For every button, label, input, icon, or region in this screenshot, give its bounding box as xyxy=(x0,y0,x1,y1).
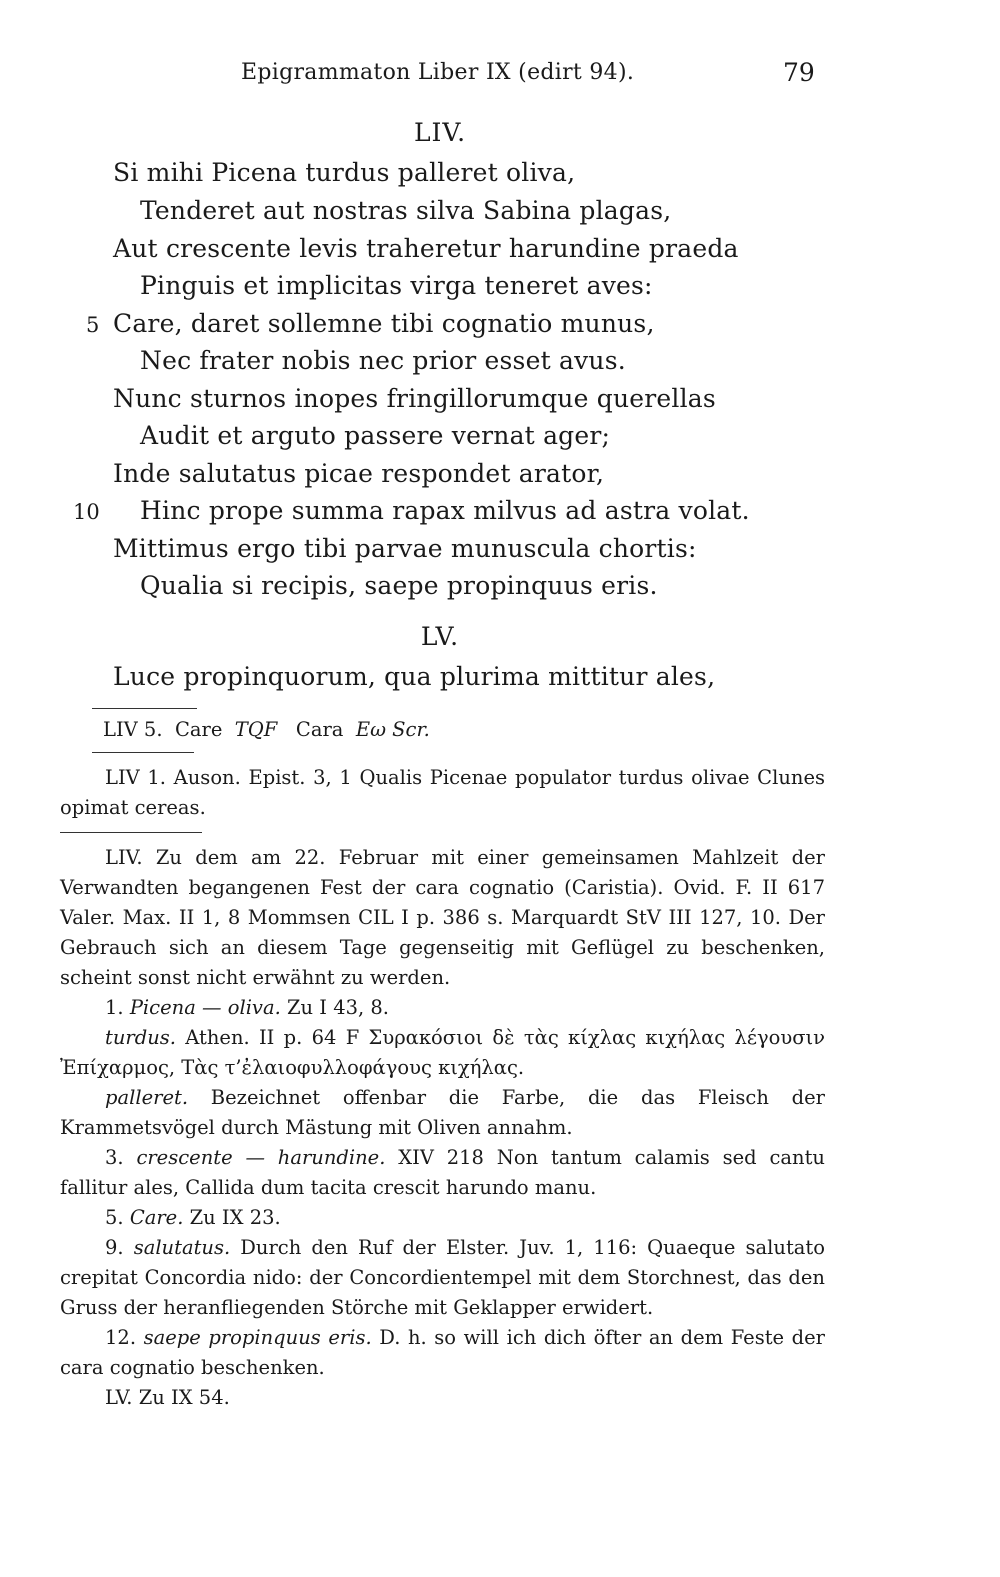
verse-line: Nunc sturnos inopes fringillorumque querellas xyxy=(113,384,716,413)
commentary-note: 3. crescente — harundine. XIV 218 Non tantum calamis sed cantu fallitur ales, Callida dum tacita crescit harundo manu. xyxy=(60,1146,825,1199)
line-number: 10 xyxy=(73,500,100,524)
commentary-intro: LIV. Zu dem am 22. Februar mit einer gemeinsamen Mahlzeit der Verwandten begangenen Fest der cara cognatio (Caristia). Ovid. F. II 617 Valer. Max. II 1, 8 Mommsen CIL I p. 386 s. Marquardt StV III 127, 10. Der Gebrauch sich an diesem Tage gegenseitig mit Geflügel zu beschenken, scheint sonst nicht erwähnt zu werden. xyxy=(60,846,825,989)
testimonia-text: LIV 1. Auson. Epist. 3, 1 Qualis Picenae populator turdus olivae Clunes opimat cereas. xyxy=(60,766,825,819)
verse-line: Nec frater nobis nec prior esset avus. xyxy=(140,346,626,375)
commentary xyxy=(60,843,825,1413)
divider-rule xyxy=(92,708,197,709)
apparatus-variant: Cara xyxy=(295,718,344,741)
line-number: 5 xyxy=(86,313,100,337)
apparatus-sigla: Eω Scr. xyxy=(355,718,430,741)
verse-line: Tenderet aut nostras silva Sabina plagas, xyxy=(140,196,672,225)
poem-lv-heading: LV. xyxy=(420,622,460,651)
verse-line: Si mihi Picena turdus palleret oliva, xyxy=(113,158,576,187)
verse-line: Aut crescente levis traheretur harundine praeda xyxy=(113,234,739,263)
divider-rule xyxy=(92,752,194,753)
commentary-note: 5. Care. Zu IX 23. xyxy=(105,1206,281,1229)
verse-line: Luce propinquorum, qua plurima mittitur ales, xyxy=(113,662,716,691)
verse-line: Pinguis et implicitas virga teneret aves: xyxy=(140,271,653,300)
apparatus-ref: LIV 5. xyxy=(103,718,163,741)
apparatus-sigla: TQF xyxy=(234,718,278,741)
commentary-note: 12. saepe propinquus eris. D. h. so will ich dich öfter an dem Feste der cara cognatio beschenken. xyxy=(60,1326,826,1379)
critical-apparatus xyxy=(103,718,430,741)
commentary-note: 9. salutatus. Durch den Ruf der Elster. Juv. 1, 116: Quaeque salutato crepitat Concordia nido: der Concordientempel mit dem Storchnest, das den Gruss der heranfliegenden Störche mit Geklapper erwidert. xyxy=(60,1236,825,1319)
verse-line: Mittimus ergo tibi parvae munuscula chortis: xyxy=(113,534,697,563)
verse-line: Care, daret sollemne tibi cognatio munus, xyxy=(113,309,655,338)
poem-liv-heading: LIV. xyxy=(413,118,467,147)
verse-line: Hinc prope summa rapax milvus ad astra volat. xyxy=(140,496,750,525)
verse-line: Audit et arguto passere vernat ager; xyxy=(140,421,611,450)
commentary-note: LV. Zu IX 54. xyxy=(105,1386,230,1409)
verse-line: Qualia si recipis, saepe propinquus eris. xyxy=(140,571,658,600)
page-number: 79 xyxy=(783,58,815,87)
divider-rule xyxy=(60,832,202,833)
commentary-note: palleret. Bezeichnet offenbar die Farbe, die das Fleisch der Krammetsvögel durch Mästung mit Oliven annahm. xyxy=(60,1086,825,1139)
running-title: Epigrammaton Liber IX (edirt 94). xyxy=(241,60,635,85)
testimonia xyxy=(60,763,825,823)
commentary-note: turdus. Athen. II p. 64 F Συρακόσιοι δὲ τὰς κίχλας κιχήλας λέγουσιν Ἐπίχαρμος, Τὰς τ’ἐλαιοφυλλοφάγους κιχήλας. xyxy=(60,1026,826,1079)
apparatus-lemma: Care xyxy=(174,718,223,741)
commentary-note: 1. Picena — oliva. Zu I 43, 8. xyxy=(105,996,390,1019)
verse-line: Inde salutatus picae respondet arator, xyxy=(113,459,605,488)
running-head xyxy=(0,60,1000,94)
